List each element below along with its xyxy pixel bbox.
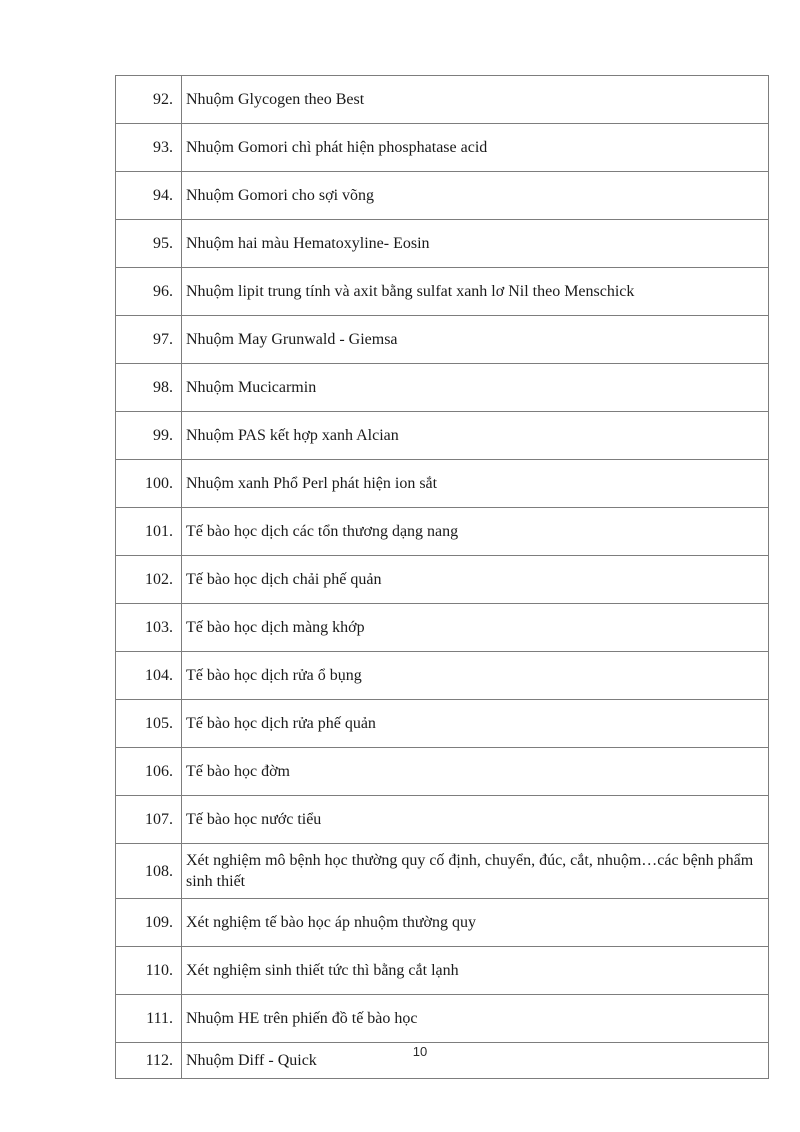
table-row — [116, 124, 769, 172]
row-index-cell: 109. — [116, 899, 182, 947]
row-index-cell: 104. — [116, 652, 182, 700]
table-row — [116, 508, 769, 556]
table-row — [116, 76, 769, 124]
procedure-name-cell: Nhuộm hai màu Hematoxyline- Eosin — [182, 220, 769, 268]
procedure-name-cell: Tế bào học dịch màng khớp — [182, 604, 769, 652]
procedure-name-cell: Tế bào học đờm — [182, 748, 769, 796]
row-index-cell: 94. — [116, 172, 182, 220]
row-index-cell: 99. — [116, 412, 182, 460]
procedure-name-cell: Xét nghiệm sinh thiết tức thì bằng cắt lạnh — [182, 947, 769, 995]
procedure-name-cell: Nhuộm xanh Phổ Perl phát hiện ion sắt — [182, 460, 769, 508]
table-row — [116, 947, 769, 995]
table-row — [116, 364, 769, 412]
row-index-cell: 98. — [116, 364, 182, 412]
row-index-cell: 111. — [116, 995, 182, 1043]
page-number: 10 — [412, 1044, 428, 1059]
table-row — [116, 700, 769, 748]
row-index-cell: 92. — [116, 76, 182, 124]
procedure-name-cell: Tế bào học dịch rửa phế quản — [182, 700, 769, 748]
table-row — [116, 748, 769, 796]
procedure-name-cell: Nhuộm PAS kết hợp xanh Alcian — [182, 412, 769, 460]
table-row — [116, 899, 769, 947]
table-row — [116, 995, 769, 1043]
row-index-cell: 103. — [116, 604, 182, 652]
row-index-cell: 108. — [116, 844, 182, 899]
row-index-cell: 102. — [116, 556, 182, 604]
table-row — [116, 604, 769, 652]
row-index-cell: 105. — [116, 700, 182, 748]
table-row — [116, 652, 769, 700]
procedure-name-cell: Nhuộm Gomori cho sợi võng — [182, 172, 769, 220]
table-row — [116, 412, 769, 460]
row-index-cell: 101. — [116, 508, 182, 556]
table-row — [116, 460, 769, 508]
table-row — [116, 172, 769, 220]
table-row — [116, 268, 769, 316]
table-row — [116, 796, 769, 844]
row-index-cell: 106. — [116, 748, 182, 796]
procedure-table — [115, 75, 769, 1079]
procedure-name-cell: Tế bào học dịch các tổn thương dạng nang — [182, 508, 769, 556]
procedure-name-cell: Xét nghiệm tế bào học áp nhuộm thường quy — [182, 899, 769, 947]
procedure-name-cell: Nhuộm May Grunwald - Giemsa — [182, 316, 769, 364]
procedure-name-cell: Nhuộm lipit trung tính và axit bằng sulfat xanh lơ Nil theo Menschick — [182, 268, 769, 316]
procedure-name-cell: Tế bào học dịch rửa ổ bụng — [182, 652, 769, 700]
row-index-cell: 95. — [116, 220, 182, 268]
procedure-name-cell: Nhuộm Gomori chì phát hiện phosphatase acid — [182, 124, 769, 172]
procedure-name-cell: Nhuộm Glycogen theo Best — [182, 76, 769, 124]
row-index-cell: 112. — [116, 1043, 182, 1079]
row-index-cell: 93. — [116, 124, 182, 172]
row-index-cell: 110. — [116, 947, 182, 995]
procedure-name-cell: Nhuộm Diff - Quick — [182, 1043, 769, 1079]
row-index-cell: 100. — [116, 460, 182, 508]
procedure-name-cell: Nhuộm Mucicarmin — [182, 364, 769, 412]
row-index-cell: 107. — [116, 796, 182, 844]
row-index-cell: 96. — [116, 268, 182, 316]
procedure-name-cell: Xét nghiệm mô bệnh học thường quy cố định, chuyển, đúc, cắt, nhuộm…các bệnh phẩm sinh thiết — [182, 844, 769, 899]
procedure-name-cell: Tế bào học nước tiểu — [182, 796, 769, 844]
table-row — [116, 316, 769, 364]
table-row — [116, 556, 769, 604]
procedure-name-cell: Tế bào học dịch chải phế quản — [182, 556, 769, 604]
table-row — [116, 844, 769, 899]
procedure-name-cell: Nhuộm HE trên phiến đồ tế bào học — [182, 995, 769, 1043]
row-index-cell: 97. — [116, 316, 182, 364]
procedure-table-body — [116, 76, 769, 1079]
table-row — [116, 220, 769, 268]
